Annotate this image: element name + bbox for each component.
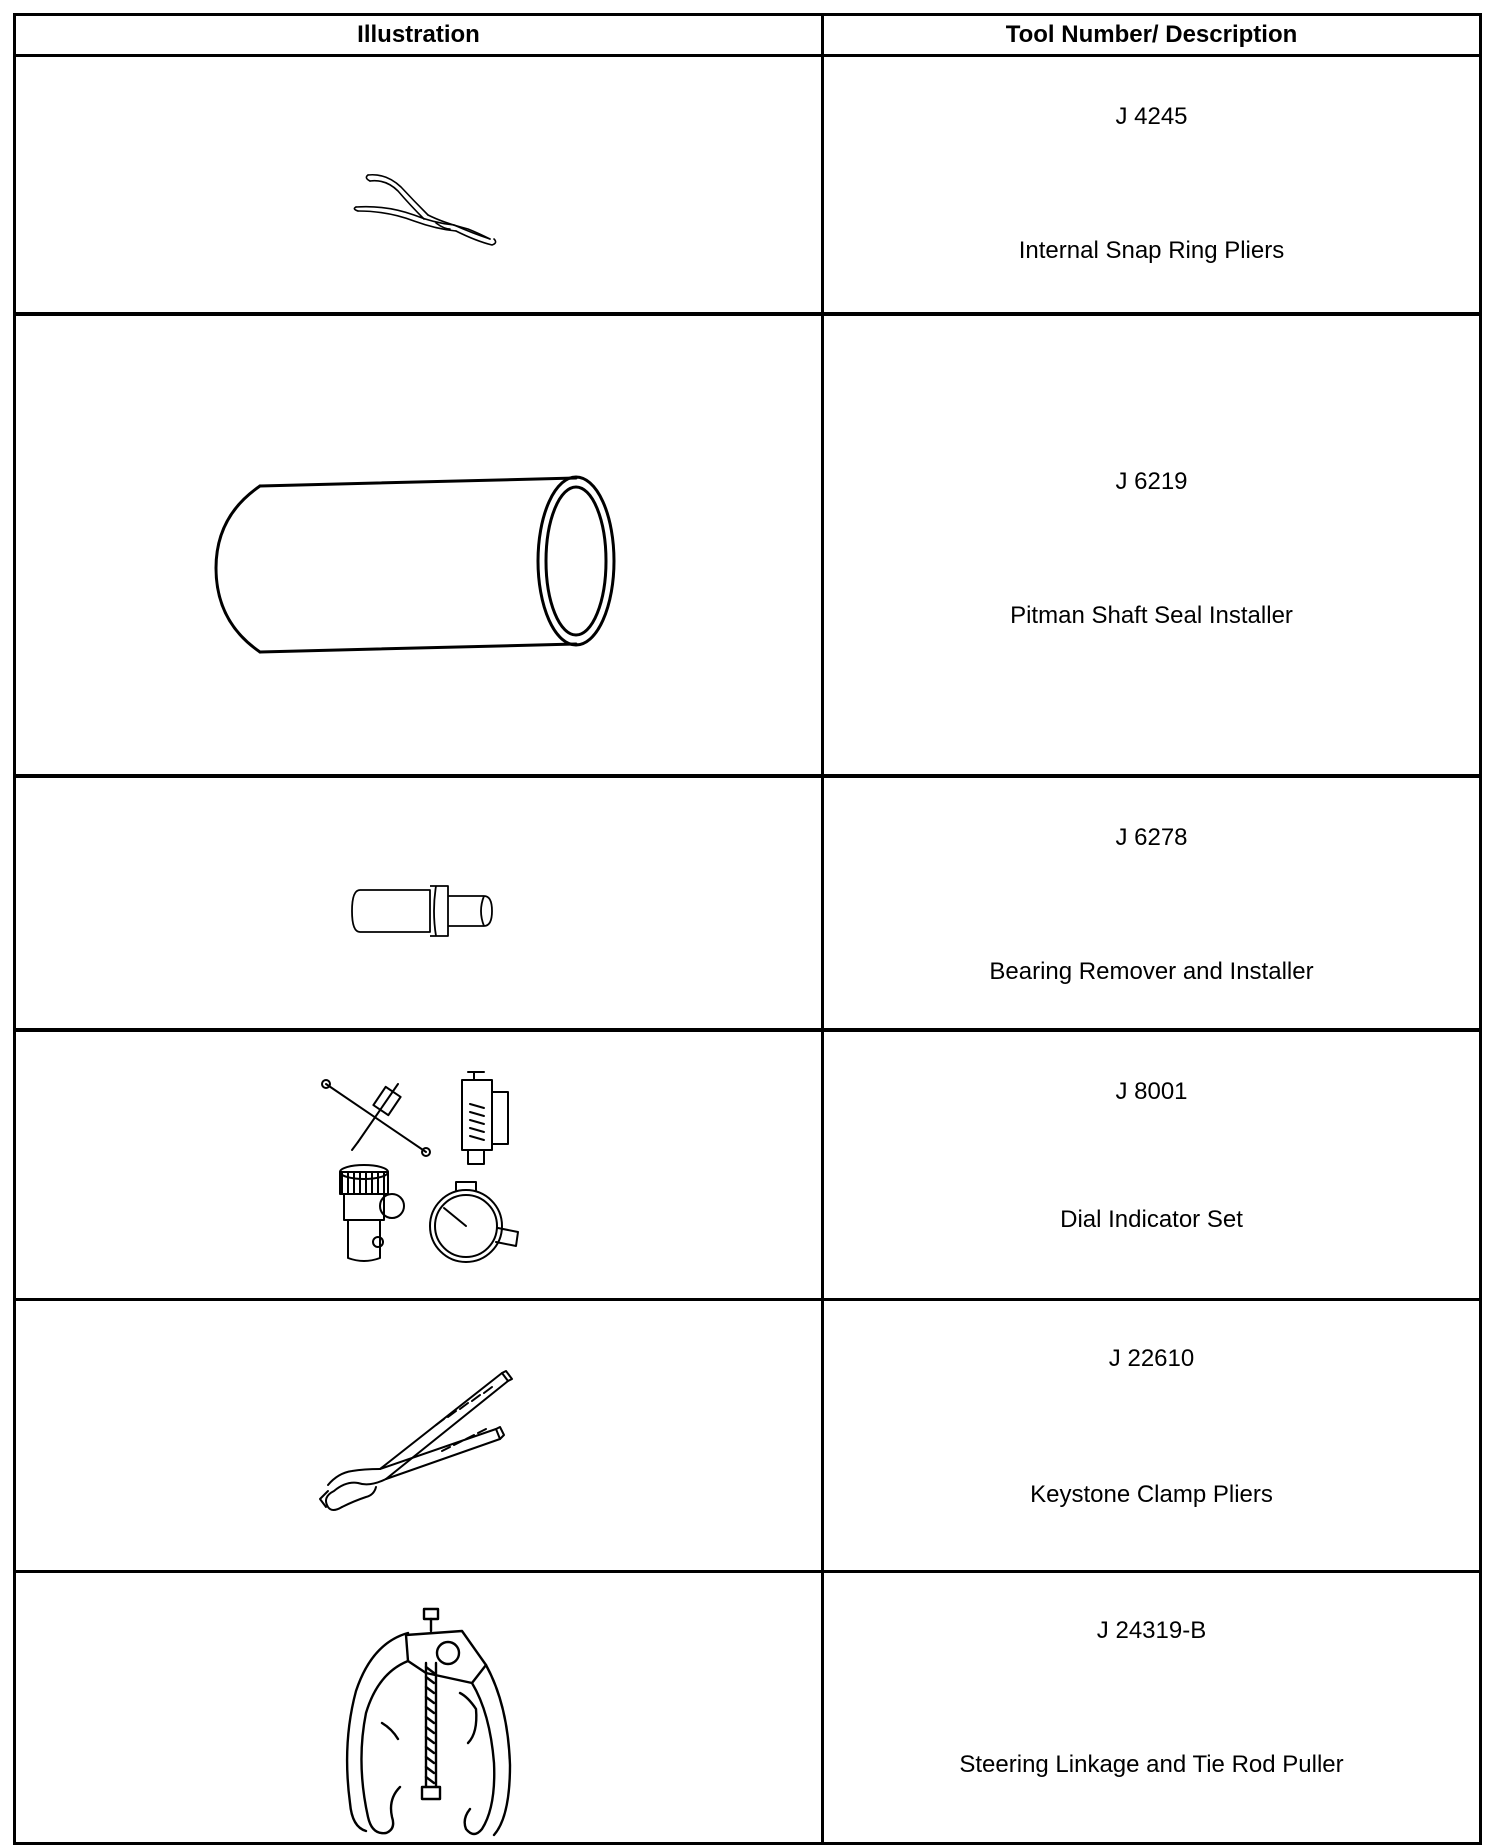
illustration-cell xyxy=(15,314,823,776)
tool-description: Keystone Clamp Pliers xyxy=(1030,1481,1273,1508)
dial-indicator-set-icon xyxy=(16,1032,824,1302)
description-cell xyxy=(823,1030,1481,1300)
table-row xyxy=(15,56,1481,314)
header-illustration: Illustration xyxy=(15,15,823,56)
tool-number: J 6219 xyxy=(1115,467,1188,495)
illustration-cell xyxy=(15,56,823,314)
description-cell xyxy=(823,1572,1481,1844)
tool-description: Internal Snap Ring Pliers xyxy=(1018,237,1285,264)
tie-rod-puller-icon xyxy=(16,1573,824,1845)
tool-description: Steering Linkage and Tie Rod Puller xyxy=(959,1751,1344,1778)
description-cell xyxy=(823,776,1481,1030)
seal-installer-icon xyxy=(16,316,824,778)
header-tool-description: Tool Number/ Description xyxy=(823,15,1481,56)
table-header-row xyxy=(15,15,1481,56)
tool-description: Bearing Remover and Installer xyxy=(989,957,1314,985)
table-row xyxy=(15,1572,1481,1844)
snap-ring-pliers-icon xyxy=(16,57,824,315)
table-row xyxy=(15,314,1481,776)
bearing-remover-icon xyxy=(16,778,824,1032)
table-row xyxy=(15,1300,1481,1572)
tool-table xyxy=(13,13,1482,1845)
tool-description: Dial Indicator Set xyxy=(1060,1205,1243,1233)
keystone-clamp-pliers-icon xyxy=(16,1301,824,1573)
tool-description: Pitman Shaft Seal Installer xyxy=(1010,601,1293,629)
table-row xyxy=(15,1030,1481,1300)
tool-number: J 4245 xyxy=(1115,103,1188,130)
tool-number: J 24319-B xyxy=(1096,1617,1207,1644)
illustration-cell xyxy=(15,1030,823,1300)
illustration-cell xyxy=(15,776,823,1030)
description-cell xyxy=(823,56,1481,314)
tool-number: J 6278 xyxy=(1115,823,1188,851)
description-cell xyxy=(823,314,1481,776)
tool-number: J 8001 xyxy=(1115,1077,1188,1105)
tool-number: J 22610 xyxy=(1108,1345,1195,1372)
description-cell xyxy=(823,1300,1481,1572)
illustration-cell xyxy=(15,1572,823,1844)
table-row xyxy=(15,776,1481,1030)
illustration-cell xyxy=(15,1300,823,1572)
